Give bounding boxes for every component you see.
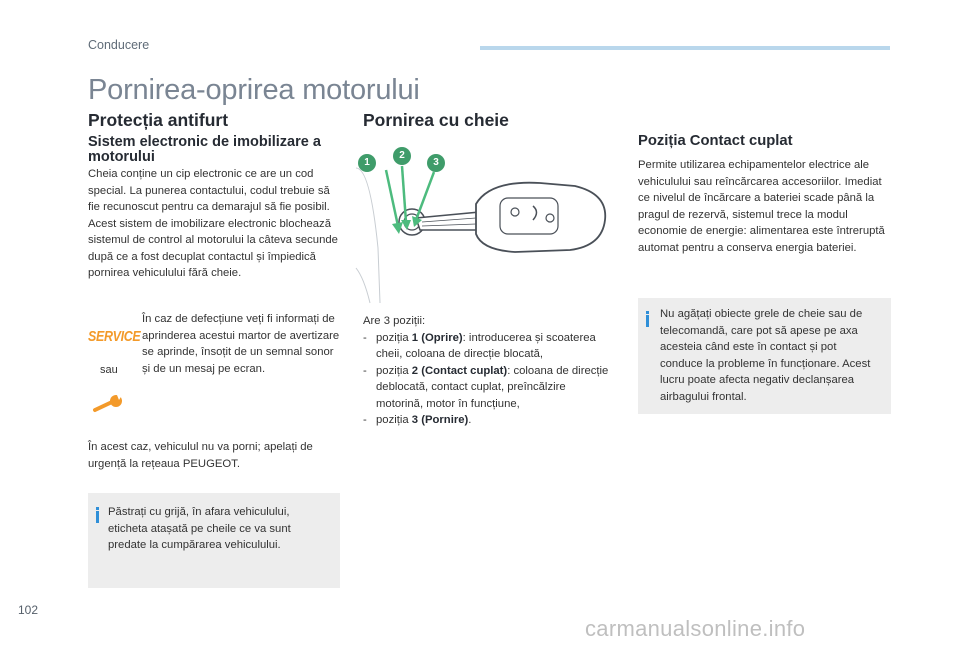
list-dash: - (363, 414, 367, 426)
list-item (363, 330, 613, 363)
note-text: Nu agățați obiecte grele de cheie sau de telecomandă, care pot să apese pe axa acesteia când este în contact și pot conduce la probleme în funcționare. Acest lucru poate afecta negativ declanșarea airbagului frontal. (660, 308, 871, 403)
position-badge-label: 1 (364, 157, 370, 168)
contact-position-text: Permite utilizarea echipamentelor electrice ale vehiculului sau reîncărcarea accesoriilor. Imediat ce nivelul de încărcare a bateriei scade până la pragul de rezervă, sistemul trece la modul economie de energie: alimentarea este întreruptă automat pentru a conserva energia bateriei. (638, 159, 885, 254)
note-box-key-weight (638, 298, 891, 414)
paragraph: Acest sistem de imobilizare electronic blochează sistemul de control al motorului la câteva secunde după ce a fost decuplat contactul și împiedică pornirea vehiculului fără cheie. (88, 217, 338, 279)
subheading-immobilizer: Sistem electronic de imobilizare a motorului (88, 134, 321, 165)
page-title: Pornirea-oprirea motorului (88, 74, 420, 106)
key-ignition-illustration (340, 138, 620, 306)
watermark: carmanualsonline.info (585, 616, 806, 641)
info-icon (646, 315, 649, 327)
wrench-icon (92, 394, 128, 414)
section-label: Conducere (88, 38, 150, 52)
heading-key-start: Pornirea cu cheie (363, 110, 509, 130)
page-number: 102 (18, 603, 39, 617)
note-box-key-label (88, 493, 340, 588)
position-description: . (468, 414, 472, 426)
positions-intro: Are 3 poziții: (363, 315, 426, 327)
info-icon (96, 511, 99, 523)
position-badge-label: 3 (433, 157, 439, 168)
position-prefix: poziția (376, 364, 412, 377)
paragraph: Cheia conține un cip electronic ce are un cod special. La punerea contactului, codul trebuie să fie recunoscut pentru ca demarajul să fie posibil. (88, 168, 330, 213)
service-warning-icon: SERVICE (88, 329, 141, 345)
heading-contact-position: Poziția Contact cuplat (638, 133, 793, 149)
position-description: : coloana de direcție deblocată, contact cuplat, preîncălzire motorină, motor în funcțiune, (376, 364, 609, 410)
heading-antitheft: Protecția antifurt (88, 110, 229, 130)
list-item (363, 412, 613, 429)
or-label: sau (100, 364, 118, 376)
position-prefix: poziția (376, 331, 412, 344)
warning-light-text: În caz de defecțiune veți fi informați de aprinderea acestui martor de avertizare se aprinde, însoțit de un semnal sonor și de un mesaj pe ecran. (142, 313, 340, 375)
immobilizer-text (88, 166, 340, 282)
position-name: 1 (Oprire) (411, 331, 463, 344)
position-prefix: poziția (376, 414, 412, 426)
positions-list (363, 313, 613, 429)
list-dash: - (363, 331, 367, 344)
position-name: 3 (Pornire) (411, 414, 469, 426)
position-name: 2 (Contact cuplat) (411, 364, 508, 377)
network-text: În acest caz, vehiculul nu va porni; apelați de urgență la rețeaua PEUGEOT. (88, 441, 313, 470)
list-item (363, 363, 613, 413)
note-text: Păstrați cu grijă, în afara vehiculului, eticheta atașată pe cheile ce va sunt predate la cumpărarea vehiculului. (108, 506, 291, 551)
position-badge-label: 2 (399, 150, 405, 161)
position-description: : introducerea și scoaterea cheii, coloana de direcție blocată, (376, 331, 596, 360)
header-rule (480, 46, 890, 50)
list-dash: - (363, 364, 367, 377)
